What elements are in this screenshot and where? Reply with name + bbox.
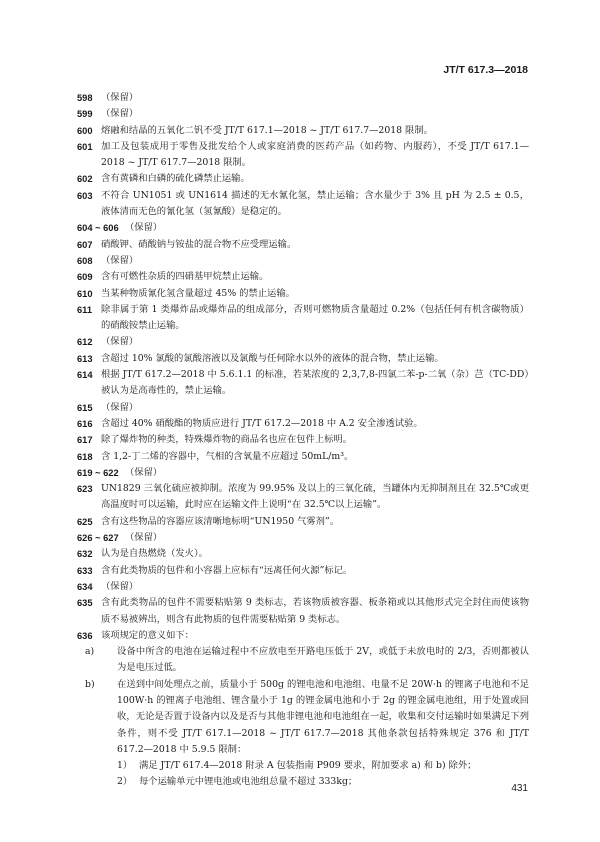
provision-entry	[77, 90, 529, 106]
provision-entry	[77, 253, 529, 269]
provision-text: （保留）	[125, 222, 163, 234]
provision-text: 含有可燃性杂质的四硝基甲烷禁止运输。	[101, 271, 269, 283]
provision-entry	[77, 546, 529, 562]
subitem-label: 1）	[117, 760, 133, 772]
provision-entry	[77, 286, 529, 302]
provision-number: 601	[77, 141, 93, 152]
provision-number: 632	[77, 549, 93, 560]
provision-entry	[77, 628, 529, 644]
provision-entry	[77, 171, 529, 187]
provision-number: 616	[77, 418, 93, 429]
provision-number: 626 ~ 627	[77, 533, 119, 544]
provision-number: 617	[77, 435, 93, 446]
provision-entry	[77, 302, 529, 335]
provision-entry	[77, 400, 529, 416]
provision-text: 不符合 UN1051 或 UN1614 描述的无水氰化氢，禁止运输；含水量少于 3% 且 pH 为 2.5 ± 0.5，液体清而无色的氰化氢（氢氰酸）是稳定的。	[101, 189, 529, 218]
provision-number: 634	[77, 581, 93, 592]
provision-entry	[77, 579, 529, 595]
provision-636-b-subitem	[77, 774, 529, 790]
provision-text: 加工及包装成用于零售及批发给个人或家庭消费的医药产品（如药物、内服药），不受 JT/T 617.1—2018 ~ JT/T 617.7—2018 限制。	[101, 140, 529, 169]
provision-text: （保留）	[101, 580, 139, 592]
provision-text: （保留）	[125, 466, 163, 478]
provision-entry	[77, 432, 529, 448]
provision-text: （保留）	[101, 254, 139, 266]
page-number: 431	[511, 783, 528, 794]
item-text: 设备中所含的电池在运输过程中不应放电至开路电压低于 2V，或低于未放电时的 2/3，否则都被认为是电压过低。	[117, 646, 529, 674]
provision-number: 611	[77, 304, 92, 315]
provision-text: 含有此类物质的包件和小容器上应标有“远离任何火源”标记。	[101, 564, 353, 576]
provision-number: 618	[77, 451, 93, 462]
provision-entry	[77, 123, 529, 139]
provision-number: 615	[77, 402, 93, 413]
provision-entry	[77, 351, 529, 367]
provision-entries	[77, 90, 529, 644]
provision-entry	[77, 514, 529, 530]
provision-number: 603	[77, 190, 93, 201]
provision-entry	[77, 269, 529, 285]
provision-text: 含超过 10% 氯酸的氯酸溶液以及氯酸与任何除水以外的液体的混合物，禁止运输。	[101, 352, 444, 364]
provision-number: 599	[77, 109, 93, 120]
provision-number: 609	[77, 272, 93, 283]
provision-text: （保留）	[101, 336, 139, 348]
provision-number: 633	[77, 565, 93, 576]
item-label: a)	[85, 646, 95, 658]
provision-text: 除非属于第 1 类爆炸品或爆炸品的组成部分，否则可燃物质含量超过 0.2%（包括任何有机含碳物质）的硝酸铵禁止运输。	[101, 303, 529, 332]
subitem-label: 2）	[117, 776, 133, 788]
provision-text: 当某种物质氰化氢含量超过 45% 的禁止运输。	[101, 287, 295, 299]
provision-entry	[77, 449, 529, 465]
provision-text: （保留）	[125, 532, 163, 544]
provision-text: 含有黄磷和白磷的硫化磷禁止运输。	[101, 173, 250, 185]
provision-number: 636	[77, 630, 93, 641]
provision-number: 614	[77, 370, 93, 381]
provision-number: 608	[77, 255, 93, 266]
provision-number: 598	[77, 93, 93, 103]
provision-text: 根据 JT/T 617.2—2018 中 5.6.1.1 的标准，若某浓度的 2,3,7,8-四氯二苯-p-二氧（杂）芑（TC-DD）被认为是高毒性的，禁止运输。	[101, 369, 529, 397]
provision-number: 623	[77, 484, 93, 495]
provision-text: 含 1,2-丁二烯的容器中，气相的含氧量不应超过 50mL/m³。	[101, 450, 354, 462]
provision-number: 600	[77, 125, 93, 136]
provision-text: UN1829 三氧化硫应被抑制。浓度为 99.95% 及以上的三氧化硫，当罐体内无抑制剂且在 32.5℃或更高温度时可以运输，此时应在运输文件上说明“在 32.5℃以上运输”。	[101, 483, 529, 511]
provision-number: 607	[77, 239, 93, 250]
provision-entry	[77, 188, 529, 221]
provision-entry	[77, 367, 529, 400]
provision-number: 604 ~ 606	[77, 223, 119, 234]
provision-entry	[77, 595, 529, 628]
provision-entry	[77, 334, 529, 350]
provision-entry	[77, 416, 529, 432]
provision-number: 602	[77, 174, 93, 185]
special-provisions-list	[77, 90, 529, 791]
provision-entry	[77, 563, 529, 579]
provision-entry	[77, 530, 529, 546]
provision-text: （保留）	[101, 401, 139, 413]
provision-number: 635	[77, 598, 93, 609]
provision-636-item	[77, 644, 529, 677]
provision-text: 硝酸钾、硝酸钠与铵盐的混合物不应受理运输。	[101, 238, 297, 250]
subitem-text: 每个运输单元中锂电池或电池组总量不超过 333kg；	[139, 776, 358, 788]
provision-636-b-subitems	[77, 758, 529, 791]
provision-text: 熔融和结晶的五氧化二钒不受 JT/T 617.1—2018 ~ JT/T 617.7—2018 限制。	[101, 124, 433, 136]
provision-number: 613	[77, 353, 93, 364]
item-text: 在送到中间处理点之前，质量小于 500g 的锂电池和电池组、电量不足 20W·h 的锂离子电池和不足 100W·h 的锂离子电池组、锂含量小于 1g 的锂金属电池和小于 2g 的锂金属电池组，用于处置或回收，无论是否置于设备内以及是否与其他非锂电池和电池组在一起，收集和交付运输时如果满足下列条件，则不受 JT/T 617.1—2018 ~ JT/T 617.7—2018 其他条款包括特殊规定 376 和 JT/T 617.2—2018 中 5.9.5 限制：	[117, 678, 529, 755]
provision-636-items	[77, 644, 529, 758]
provision-entry	[77, 220, 529, 236]
provision-entry	[77, 481, 529, 514]
provision-text: （保留）	[101, 92, 139, 103]
provision-number: 625	[77, 516, 93, 527]
provision-text: 含有此类物品的包件不需要粘贴第 9 类标志，若该物质被容器、板条箱或以其他形式完全封住而使该物质不易被辨出，则含有此物质的包件需要粘贴第 9 类标志。	[101, 597, 529, 625]
provision-text: 含超过 40% 硝酸酯的物质应进行 JT/T 617.2—2018 中 A.2 安全渗透试验。	[101, 417, 423, 429]
provision-number: 612	[77, 337, 93, 348]
provision-entry	[77, 465, 529, 481]
subitem-text: 满足 JT/T 617.4—2018 附录 A 包装指南 P909 要求，附加要求 a) 和 b) 除外；	[139, 760, 477, 772]
document-header: JT/T 617.3—2018	[443, 64, 528, 76]
provision-entry	[77, 237, 529, 253]
provision-636-b-subitem	[77, 758, 529, 774]
provision-text: 认为是自热燃烧（发火）。	[101, 548, 208, 560]
provision-number: 619 ~ 622	[77, 467, 119, 478]
item-label: b)	[85, 678, 95, 690]
provision-entry	[77, 106, 529, 122]
provision-number: 610	[77, 288, 93, 299]
provision-text: 除了爆炸物的种类，特殊爆炸物的商品名也应在包件上标明。	[101, 434, 353, 446]
provision-text: 含有这些物品的容器应该清晰地标明“UN1950 气雾剂”。	[101, 515, 340, 527]
provision-text: （保留）	[101, 108, 139, 120]
provision-636-item	[77, 677, 529, 758]
provision-entry	[77, 139, 529, 172]
provision-text: 该项规定的意义如下：	[101, 629, 194, 641]
